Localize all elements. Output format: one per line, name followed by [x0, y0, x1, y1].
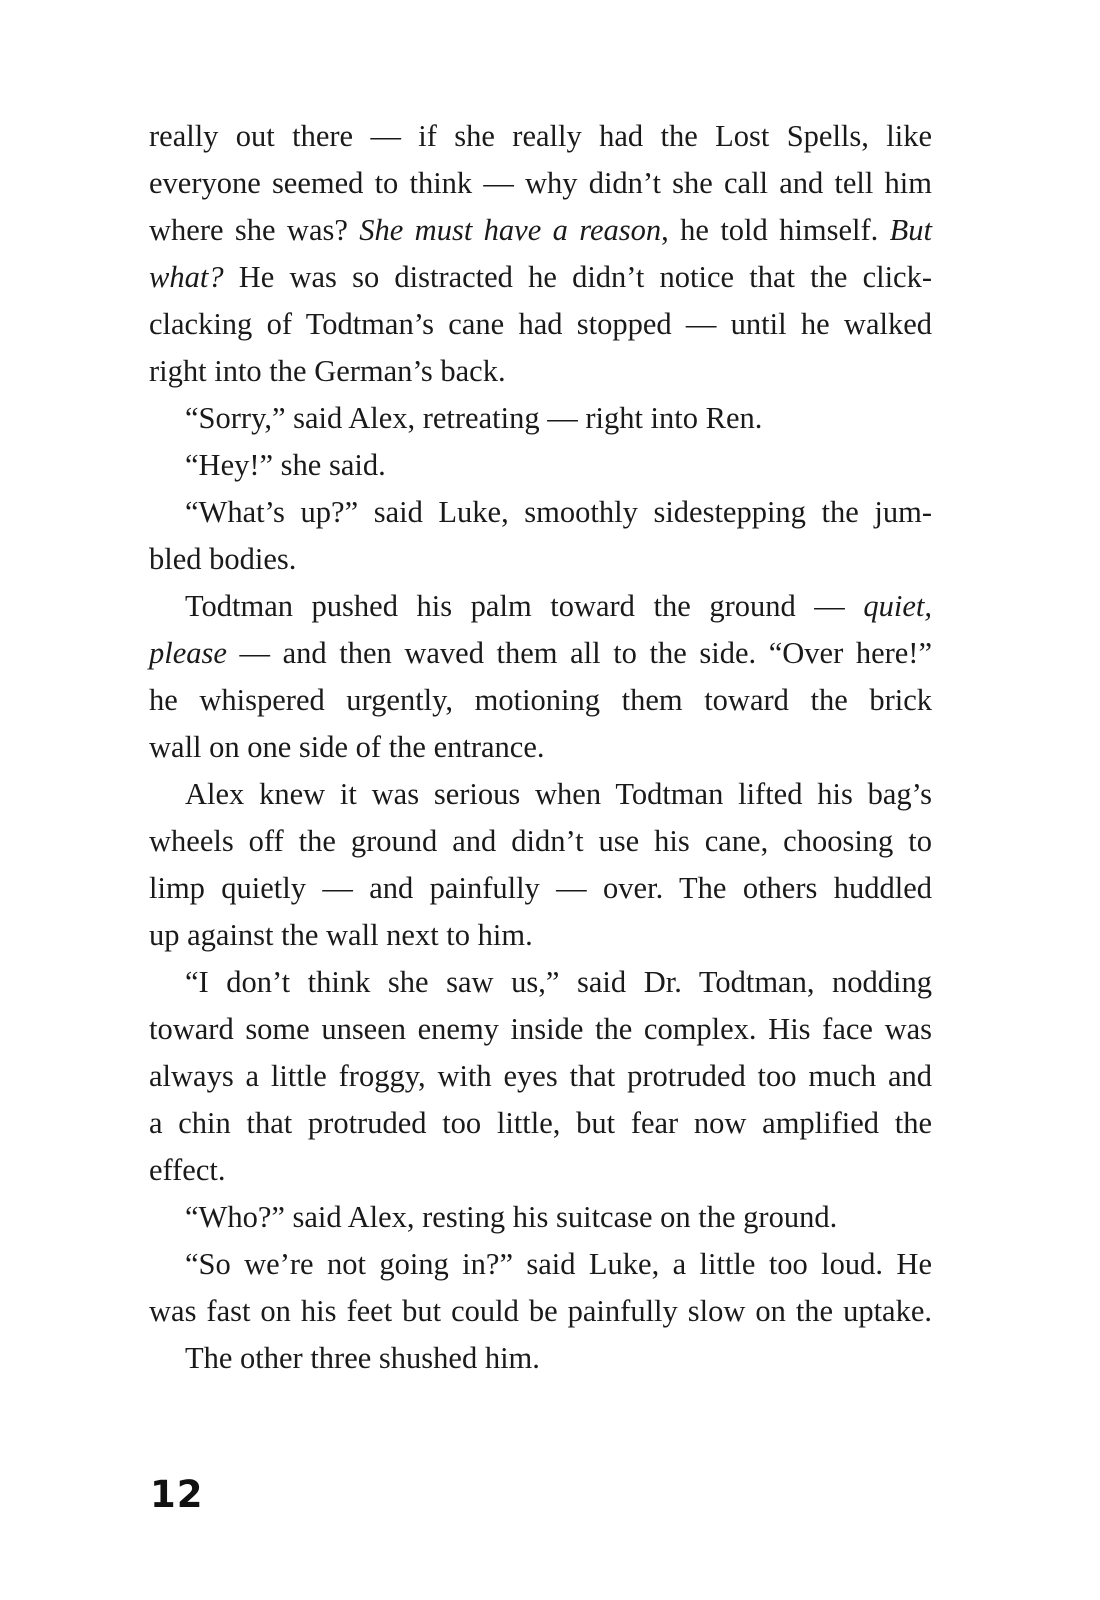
text-line: was fast on his feet but could be painfully slow on the uptake.: [149, 1294, 932, 1328]
italic-text: what?: [149, 260, 224, 294]
text-line: really out there — if she really had the Lost Spells, like: [149, 119, 932, 153]
text-line: “What’s up?” said Luke, smoothly sidestepping the jum-: [185, 495, 932, 529]
text-line: a chin that protruded too little, but fear now amplified the: [149, 1106, 932, 1140]
text-line: clacking of Todtman’s cane had stopped — until he walked: [149, 307, 932, 341]
text-line: “Hey!” she said.: [185, 448, 386, 482]
text-line: “So we’re not going in?” said Luke, a little too loud. He: [185, 1247, 932, 1281]
text-segment: — and then waved them all to the side. “Over here!”: [226, 636, 932, 670]
text-line: toward some unseen enemy inside the complex. His face was: [149, 1012, 932, 1046]
text-line: “Who?” said Alex, resting his suitcase on the ground.: [185, 1200, 838, 1234]
italic-text: But: [889, 213, 932, 247]
text-line: The other three shushed him.: [185, 1341, 540, 1375]
text-line: [149, 254, 932, 301]
text-segment: where she was?: [149, 213, 360, 247]
text-line: “I don’t think she saw us,” said Dr. Todtman, nodding: [185, 965, 932, 999]
text-line: everyone seemed to think — why didn’t she call and tell him: [149, 166, 932, 200]
text-line: up against the wall next to him.: [149, 918, 533, 952]
text-line: [149, 583, 932, 630]
text-line: effect.: [149, 1153, 226, 1187]
italic-text: She must have a reason: [359, 213, 662, 247]
text-line: [149, 630, 932, 677]
text-segment: , he told himself.: [661, 213, 890, 247]
italic-text: quiet,: [863, 589, 932, 623]
text-line: “Sorry,” said Alex, retreating — right into Ren.: [185, 401, 763, 435]
text-line: Alex knew it was serious when Todtman lifted his bag’s: [185, 777, 932, 811]
italic-text: please: [149, 636, 227, 670]
text-segment: Todtman pushed his palm toward the ground —: [185, 589, 864, 623]
text-line: wall on one side of the entrance.: [149, 730, 545, 764]
text-line: limp quietly — and painfully — over. The others huddled: [149, 871, 932, 905]
text-line: bled bodies.: [149, 542, 297, 576]
text-line: wheels off the ground and didn’t use his cane, choosing to: [149, 824, 932, 858]
text-line: always a little froggy, with eyes that protruded too much and: [149, 1059, 932, 1093]
body-text: [149, 113, 932, 1382]
text-line: he whispered urgently, motioning them toward the brick: [149, 683, 932, 717]
text-line: [149, 207, 932, 254]
text-line: right into the German’s back.: [149, 354, 506, 388]
page-number: 12: [150, 1473, 204, 1516]
text-segment: He was so distracted he didn’t notice that the click-: [223, 260, 932, 294]
